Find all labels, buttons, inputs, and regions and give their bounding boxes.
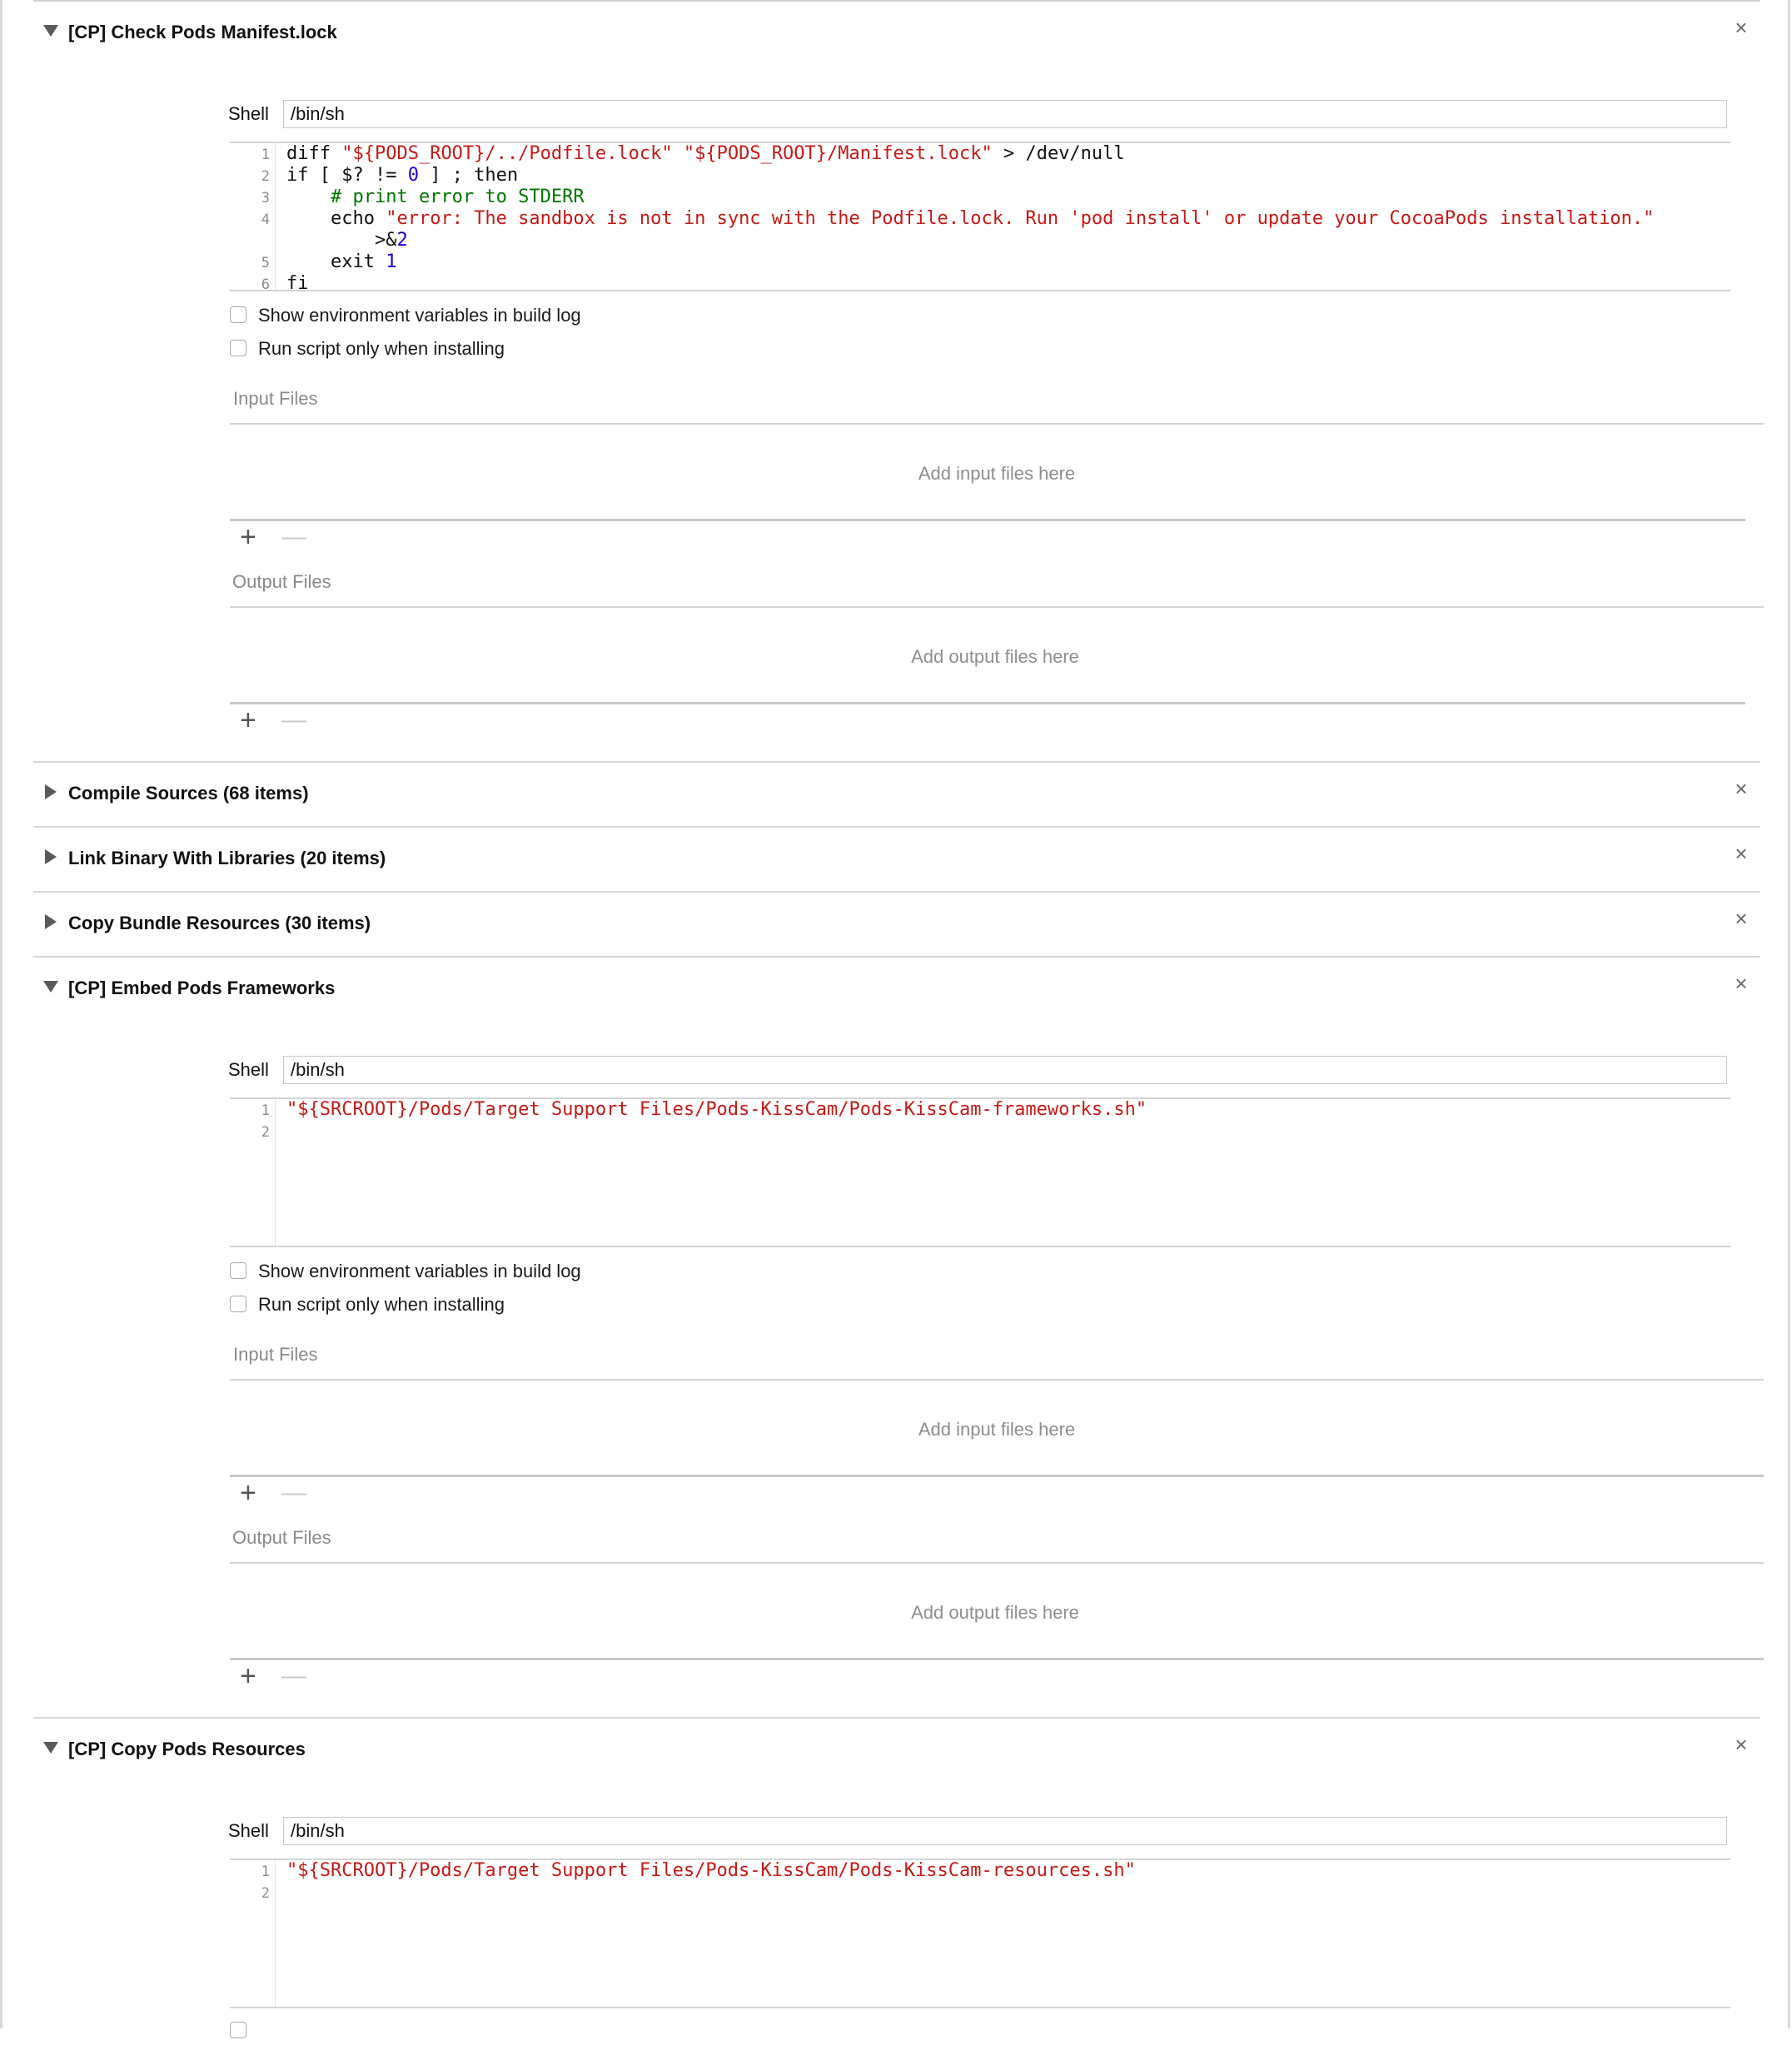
close-icon[interactable]: ×	[1735, 906, 1748, 931]
phase-header-check-manifest[interactable]	[33, 2, 1760, 65]
phase-title: [CP] Embed Pods Frameworks	[68, 978, 336, 998]
close-icon[interactable]: ×	[1735, 15, 1748, 40]
remove-input-file-button[interactable]: —	[281, 523, 306, 550]
code-line	[286, 251, 396, 272]
line-number-gutter	[230, 143, 276, 290]
run-only-installing-checkbox[interactable]	[230, 1296, 246, 1312]
code-number: 1	[386, 251, 397, 272]
close-icon[interactable]: ×	[1735, 776, 1748, 801]
window-border-right	[1788, 0, 1790, 2028]
line-number: 2	[261, 1124, 270, 1141]
script-editor[interactable]	[230, 1858, 1730, 2008]
phase-title: Compile Sources (68 items)	[68, 783, 309, 804]
line-number: 1	[261, 1102, 270, 1119]
line-number: 3	[261, 190, 270, 206]
code-number: 2	[396, 230, 408, 251]
show-env-vars-checkbox[interactable]	[230, 1262, 246, 1279]
code-token: > /dev/null	[992, 143, 1125, 164]
code-line: fi	[286, 273, 309, 291]
line-number: 4	[261, 211, 270, 228]
phase-title: Copy Bundle Resources (30 items)	[68, 913, 371, 933]
run-only-installing-label[interactable]: Run script only when installing	[258, 338, 505, 359]
line-number-gutter	[230, 1099, 276, 1246]
line-number: 5	[261, 255, 270, 271]
code-line	[286, 208, 1654, 229]
window-border-left	[0, 0, 2, 2028]
shell-input[interactable]: /bin/sh	[283, 100, 1727, 128]
phase-title: [CP] Check Pods Manifest.lock	[68, 22, 337, 42]
code-token: exit	[286, 251, 386, 272]
input-files-label: Input Files	[233, 1344, 318, 1365]
phase-header-compile-sources[interactable]	[33, 763, 1760, 826]
input-files-placeholder[interactable]: Add input files here	[918, 463, 1076, 484]
code-line	[286, 165, 518, 186]
close-icon[interactable]: ×	[1735, 1732, 1748, 1757]
line-number: 2	[261, 168, 270, 185]
show-env-vars-label[interactable]: Show environment variables in build log	[258, 305, 581, 326]
remove-output-file-button[interactable]: —	[281, 706, 306, 734]
code-string: "${SRCROOT}/Pods/Target Support Files/Pods-KissCam/Pods-KissCam-frameworks.sh"	[286, 1099, 1147, 1120]
shell-input[interactable]: /bin/sh	[283, 1817, 1727, 1845]
code-token	[673, 143, 684, 164]
remove-output-file-button[interactable]: —	[281, 1662, 306, 1689]
input-files-label: Input Files	[233, 388, 318, 409]
disclosure-triangle-closed-icon[interactable]	[45, 914, 57, 929]
shell-label: Shell	[228, 1820, 269, 1841]
add-output-file-button[interactable]: +	[240, 1660, 256, 1692]
phase-header-copy-resources[interactable]	[33, 1719, 1760, 1782]
close-icon[interactable]: ×	[1735, 841, 1748, 866]
line-number-gutter	[230, 1860, 276, 2007]
disclosure-triangle-open-icon[interactable]	[43, 981, 58, 993]
code-comment: # print error to STDERR	[286, 187, 585, 207]
add-output-file-button[interactable]: +	[240, 704, 256, 736]
input-files-top-border	[230, 1379, 1764, 1381]
disclosure-triangle-closed-icon[interactable]	[45, 784, 57, 799]
line-number: 1	[261, 1863, 270, 1880]
phase-header-link-binary[interactable]	[33, 828, 1760, 891]
output-files-label: Output Files	[232, 571, 331, 592]
code-string: "${PODS_ROOT}/../Podfile.lock"	[341, 143, 673, 164]
output-files-top-border	[230, 606, 1764, 608]
close-icon[interactable]: ×	[1735, 971, 1748, 996]
add-input-file-button[interactable]: +	[240, 521, 256, 553]
line-number: 6	[261, 276, 270, 291]
output-files-top-border	[230, 1562, 1764, 1564]
disclosure-triangle-open-icon[interactable]	[43, 25, 58, 37]
input-files-placeholder[interactable]: Add input files here	[918, 1419, 1076, 1440]
shell-input[interactable]: /bin/sh	[283, 1056, 1727, 1084]
show-env-vars-label[interactable]: Show environment variables in build log	[258, 1261, 581, 1281]
script-editor[interactable]	[230, 1097, 1730, 1247]
code-token: if [ $? !=	[286, 165, 408, 186]
output-files-bottom-border	[230, 702, 1745, 704]
code-token: diff	[286, 143, 342, 164]
remove-input-file-button[interactable]: —	[281, 1479, 306, 1506]
show-env-vars-checkbox[interactable]	[230, 2022, 246, 2038]
code-token: >&	[286, 230, 397, 251]
output-files-label: Output Files	[232, 1527, 331, 1548]
show-env-vars-checkbox[interactable]	[230, 306, 246, 323]
output-files-placeholder[interactable]: Add output files here	[911, 1602, 1079, 1623]
code-token: echo	[286, 208, 386, 229]
code-line-wrapped	[286, 230, 408, 251]
input-files-bottom-border	[230, 1475, 1764, 1477]
disclosure-triangle-closed-icon[interactable]	[45, 849, 57, 864]
input-files-bottom-border	[230, 519, 1745, 521]
phase-header-embed-frameworks[interactable]	[33, 958, 1760, 1021]
output-files-bottom-border	[230, 1658, 1764, 1660]
run-only-installing-label[interactable]: Run script only when installing	[258, 1294, 505, 1315]
line-number: 1	[261, 147, 270, 163]
script-editor[interactable]	[230, 142, 1730, 291]
shell-label: Shell	[228, 103, 269, 124]
code-number: 0	[407, 165, 419, 186]
code-string: "${PODS_ROOT}/Manifest.lock"	[683, 143, 993, 164]
code-string: "error: The sandbox is not in sync with the Podfile.lock. Run 'pod install' or update your CocoaPods installation."	[386, 208, 1655, 229]
line-number: 2	[261, 1885, 270, 1902]
phase-title: [CP] Copy Pods Resources	[68, 1739, 306, 1759]
code-token: ] ; then	[418, 165, 519, 186]
output-files-placeholder[interactable]: Add output files here	[911, 646, 1079, 667]
phase-title: Link Binary With Libraries (20 items)	[68, 848, 386, 868]
input-files-top-border	[230, 423, 1764, 425]
disclosure-triangle-open-icon[interactable]	[43, 1742, 58, 1754]
run-only-installing-checkbox[interactable]	[230, 340, 246, 356]
add-input-file-button[interactable]: +	[240, 1477, 256, 1509]
code-string: "${SRCROOT}/Pods/Target Support Files/Pods-KissCam/Pods-KissCam-resources.sh"	[286, 1860, 1136, 1881]
phase-header-copy-bundle[interactable]	[33, 893, 1760, 956]
shell-label: Shell	[228, 1059, 269, 1080]
code-line	[286, 143, 1125, 164]
